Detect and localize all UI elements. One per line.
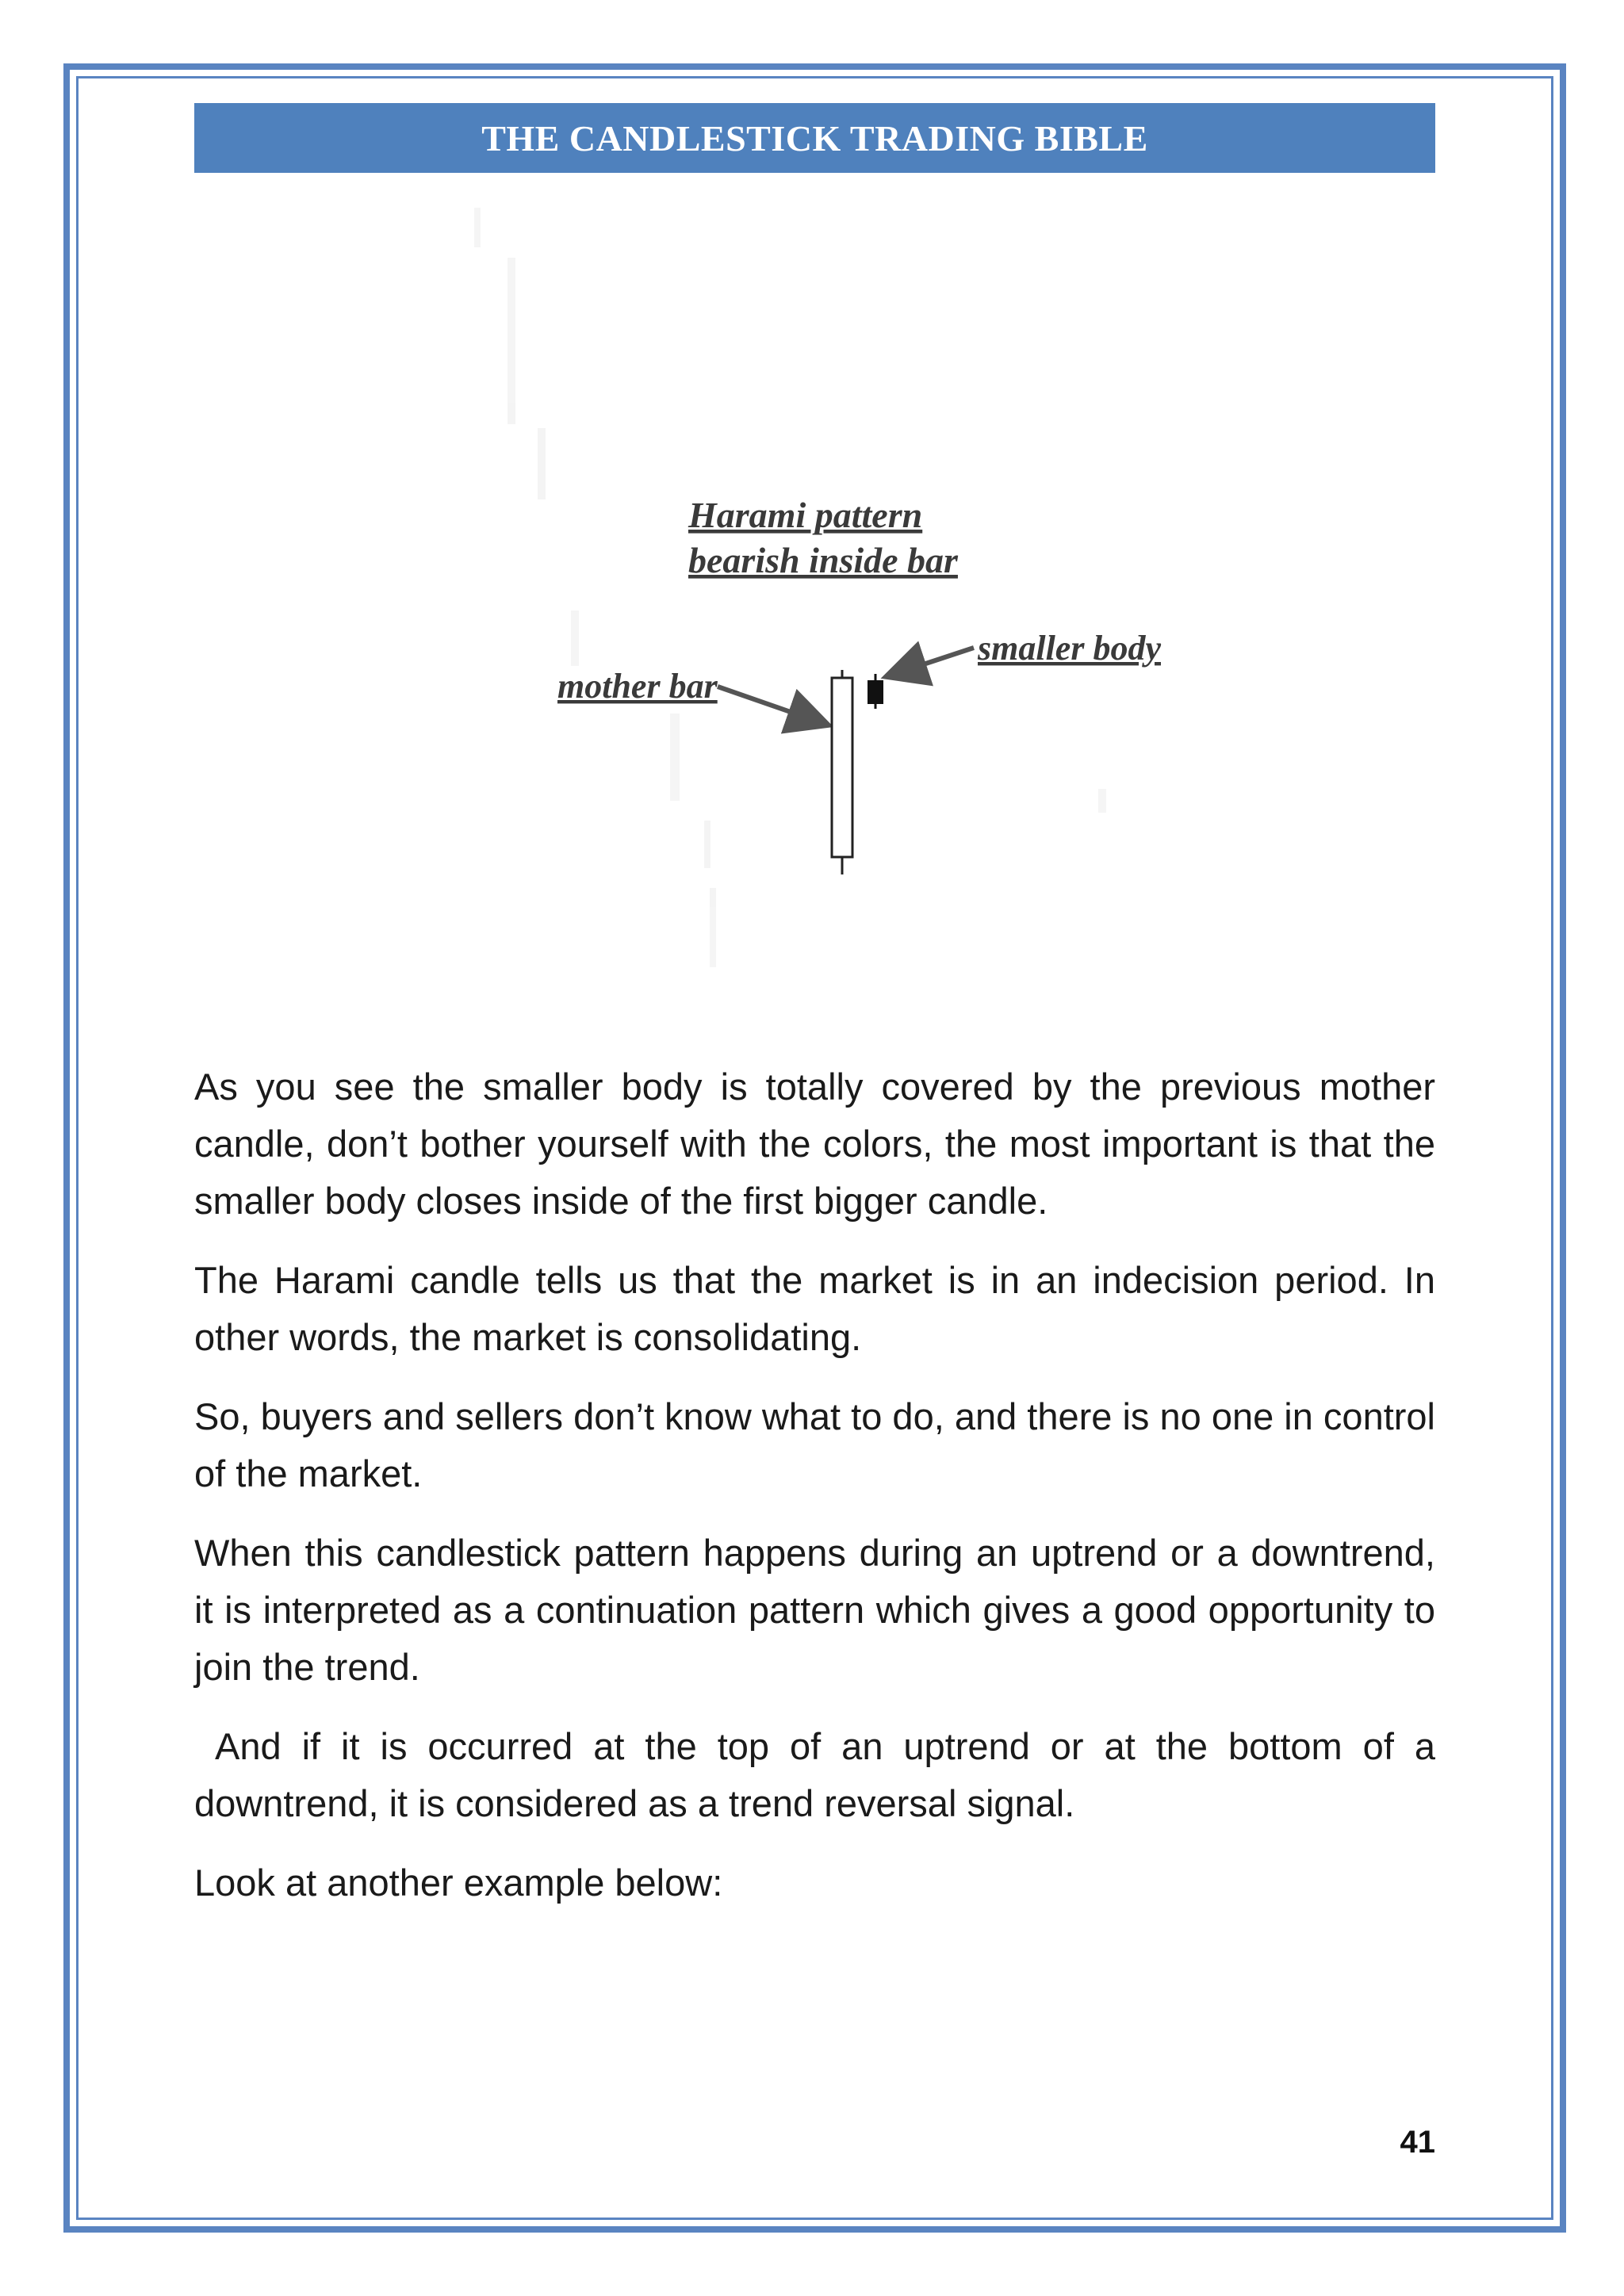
paragraph: Look at another example below: <box>194 1862 723 1904</box>
book-title: THE CANDLESTICK TRADING BIBLE <box>481 117 1148 159</box>
smaller-body-label: smaller body <box>978 629 1161 668</box>
mother-bar-arrow <box>718 687 825 724</box>
mother-bar-candle <box>832 670 852 874</box>
smaller-body-candle <box>868 674 883 709</box>
body-text <box>194 1058 1446 1934</box>
faint-background-candles <box>474 208 1106 967</box>
paragraph: When this candlestick pattern happens during an uptrend or a downtrend, it is interpreted as a continuation pattern which gives a good opportunity to join the trend. <box>194 1532 1435 1688</box>
figure-title-line2: bearish inside bar <box>688 540 958 580</box>
mother-bar-label: mother bar <box>557 667 718 706</box>
figure-title-line1: Harami pattern <box>688 495 923 535</box>
harami-figure <box>0 0 1624 1031</box>
paragraph: And if it is occurred at the top of an uptrend or at the bottom of a downtrend, it is considered as a trend reversal signal. <box>194 1725 1446 1824</box>
paragraph: As you see the smaller body is totally covered by the previous mother candle, don’t bother yourself with the colors, the most important is that the smaller body closes inside of the first bigger candle. <box>194 1066 1435 1222</box>
page-number: 41 <box>1400 2125 1435 2160</box>
smaller-body-arrow <box>890 648 974 675</box>
paragraph: So, buyers and sellers don’t know what to do, and there is no one in control of the market. <box>194 1395 1435 1494</box>
paragraph: The Harami candle tells us that the market is in an indecision period. In other words, the market is consolidating. <box>194 1259 1435 1358</box>
